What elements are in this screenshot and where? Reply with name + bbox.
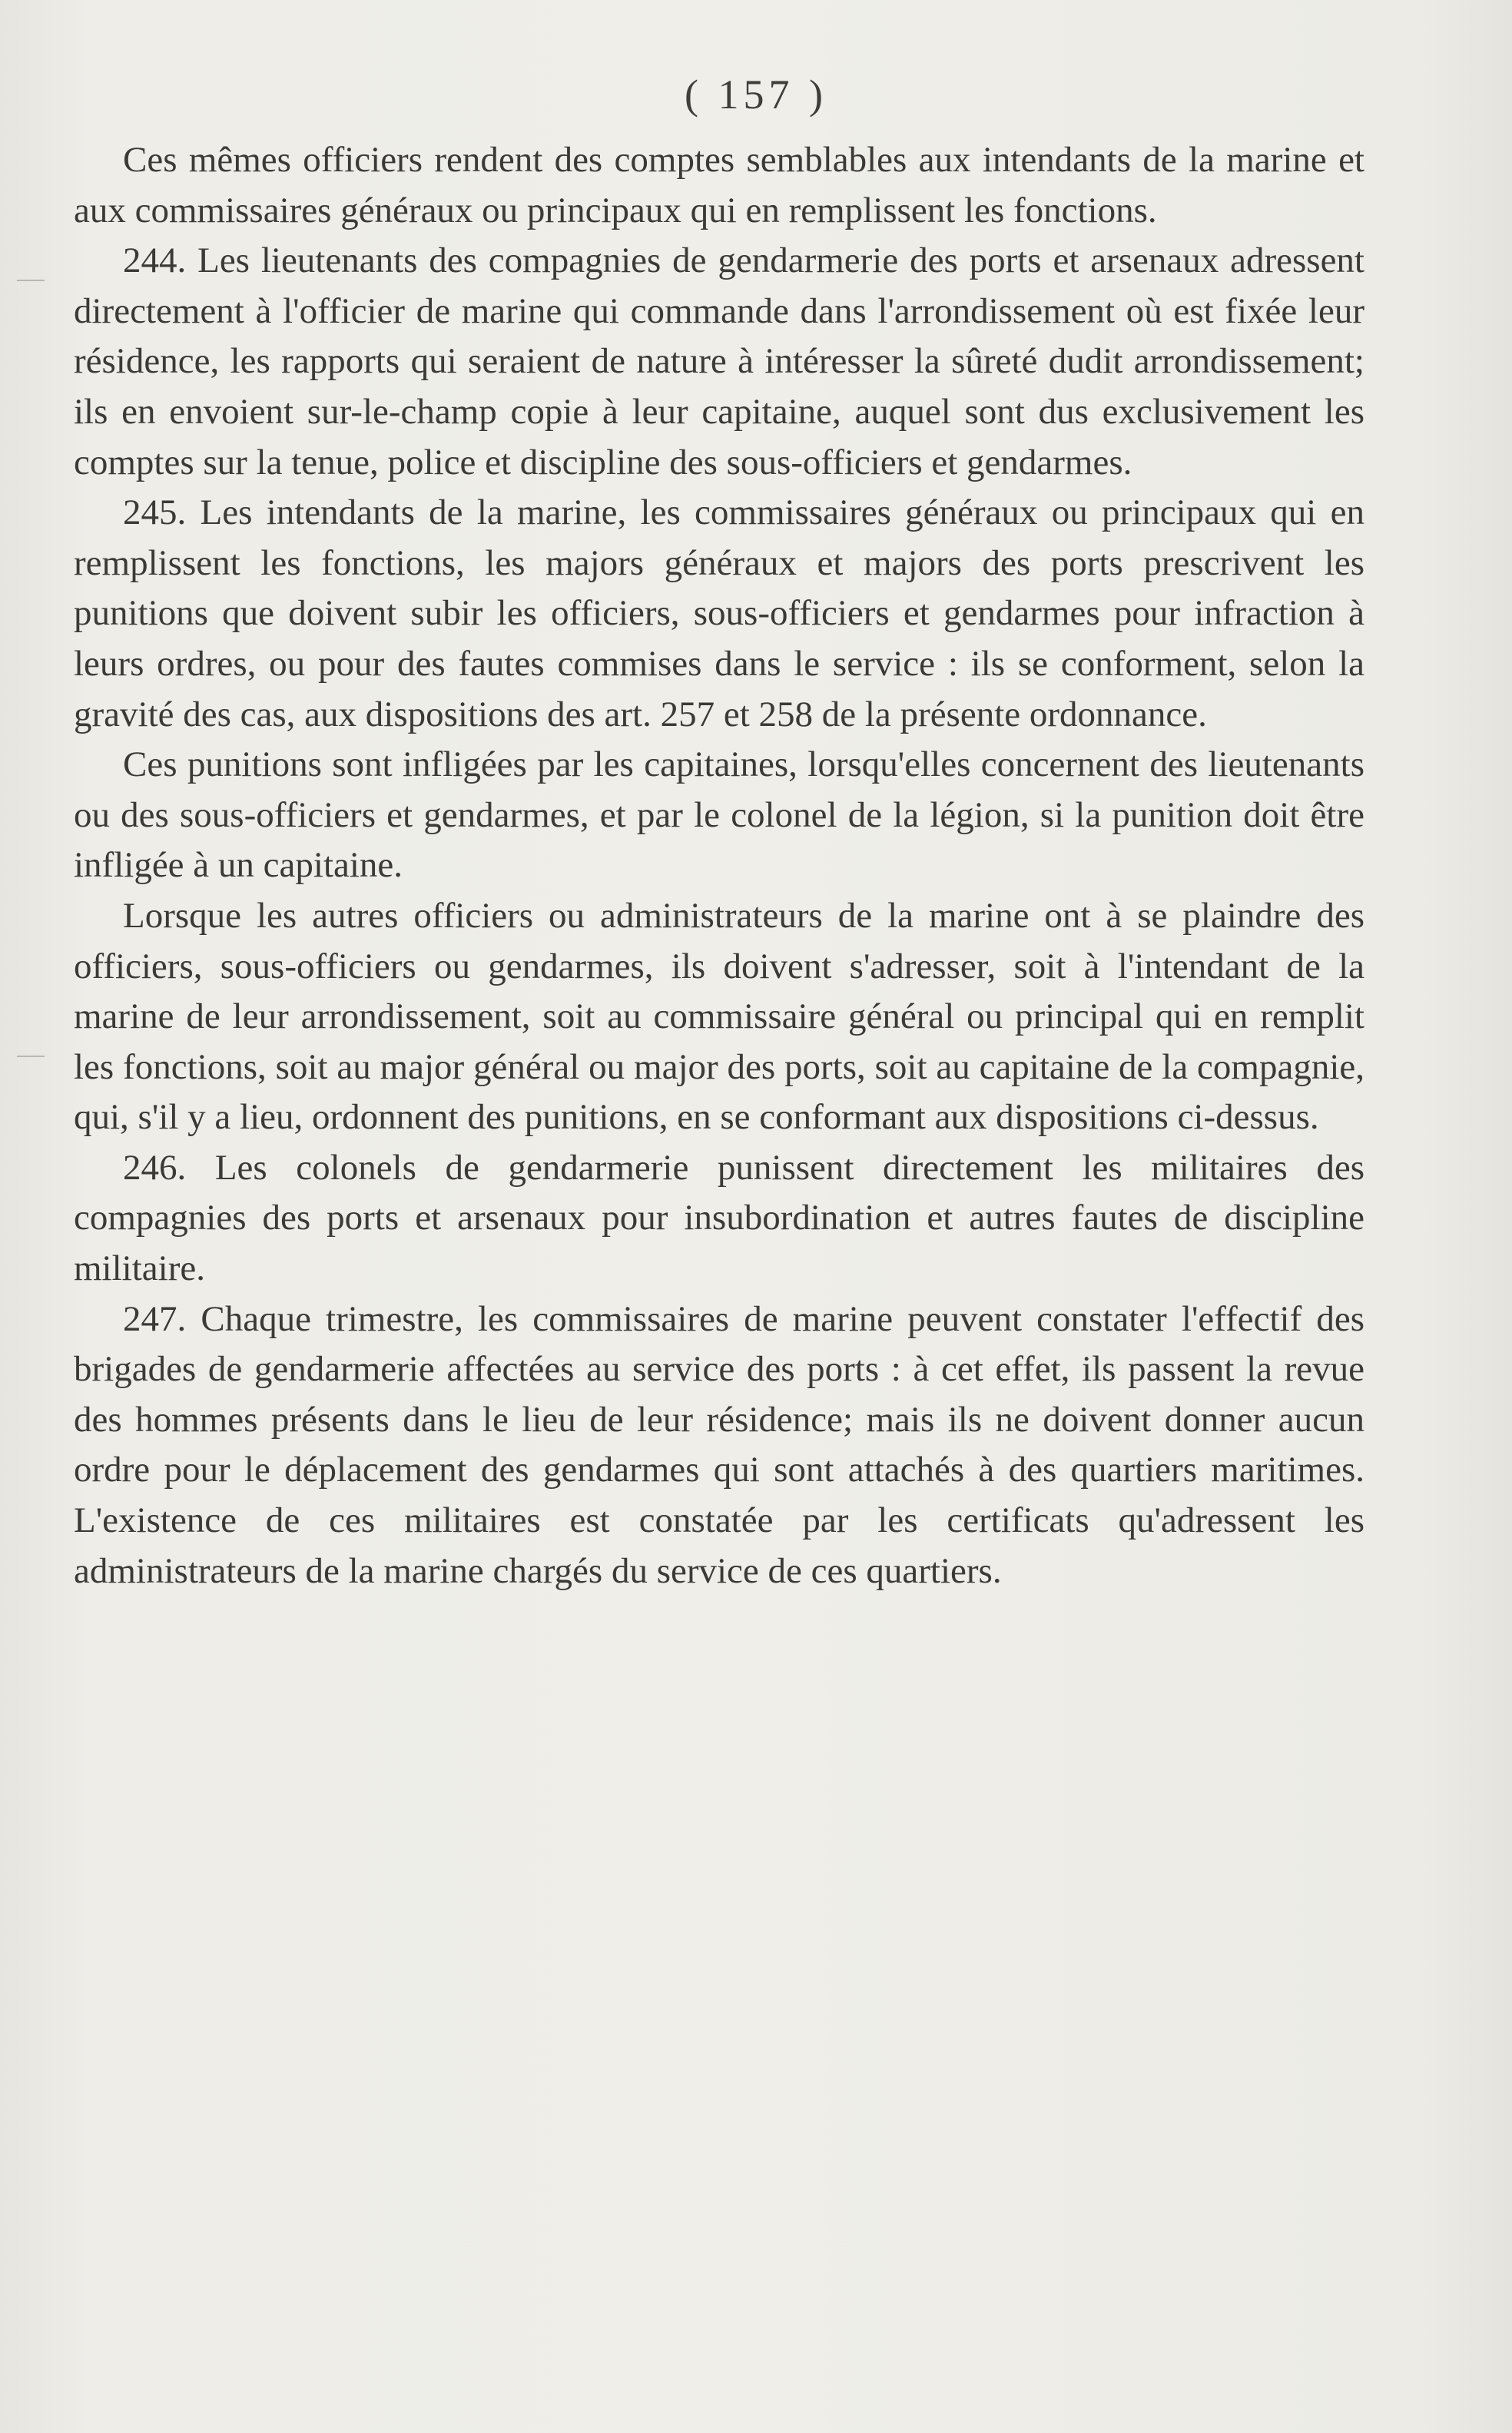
article-244: 244. Les lieutenants des compagnies de gendarmerie des ports et arsenaux adressent directement à l'officier de marine qui commande dans l'arrondissement où est fixée leur résidence, les rapports qui seraient de nature à intéresser la sûreté dudit arrondissement; ils en envoient sur-le-champ copie à leur capitaine, auquel sont dus exclusivement les comptes sur la tenue, police et discipline des sous-officiers et gendarmes. xyxy=(74,240,1364,482)
body-text xyxy=(74,135,1364,1596)
paragraph: Ces punitions sont infligées par les capitaines, lorsqu'elles concernent des lieutenants ou des sous-officiers et gendarmes, et par le colonel de la légion, si la punition doit être infligée à un capitaine. xyxy=(74,744,1364,886)
margin-mark xyxy=(17,280,45,281)
article-246: 246. Les colonels de gendarmerie punissent directement les militaires des compagnies des ports et arsenaux pour insubordination et autres fautes de discipline militaire. xyxy=(74,1147,1364,1289)
article-247: 247. Chaque trimestre, les commissaires de marine peuvent constater l'effectif des brigades de gendarmerie affectées au service des ports : à cet effet, ils passent la revue des hommes présents dans le lieu de leur résidence; mais ils ne doivent donner aucun ordre pour le déplacement des gendarmes qui sont attachés à des quartiers maritimes. L'existence de ces militaires est constatée par les certificats qu'adressent les administrateurs de la marine chargés du service de ces quartiers. xyxy=(74,1298,1364,1591)
paragraph: Lorsque les autres officiers ou administrateurs de la marine ont à se plaindre des officiers, sous-officiers ou gendarmes, ils doivent s'adresser, soit à l'intendant de la marine de leur arrondissement, soit au commissaire général ou principal qui en remplit les fonctions, soit au major général ou major des ports, soit au capitaine de la compagnie, qui, s'il y a lieu, ordonnent des punitions, en se conformant aux dispositions ci-dessus. xyxy=(74,895,1364,1138)
margin-mark xyxy=(17,1056,45,1057)
article-245: 245. Les intendants de la marine, les commissaires généraux ou principaux qui en remplissent les fonctions, les majors généraux et majors des ports prescrivent les punitions que doivent subir les officiers, sous-officiers et gendarmes pour infraction à leurs ordres, ou pour des fautes commises dans le service : ils se conforment, selon la gravité des cas, aux dispositions des art. 257 et 258 de la présente ordonnance. xyxy=(74,492,1364,734)
paragraph: Ces mêmes officiers rendent des comptes semblables aux intendants de la marine et aux commissaires généraux ou principaux qui en remplissent les fonctions. xyxy=(74,140,1364,230)
page-number: ( 157 ) xyxy=(685,71,827,118)
